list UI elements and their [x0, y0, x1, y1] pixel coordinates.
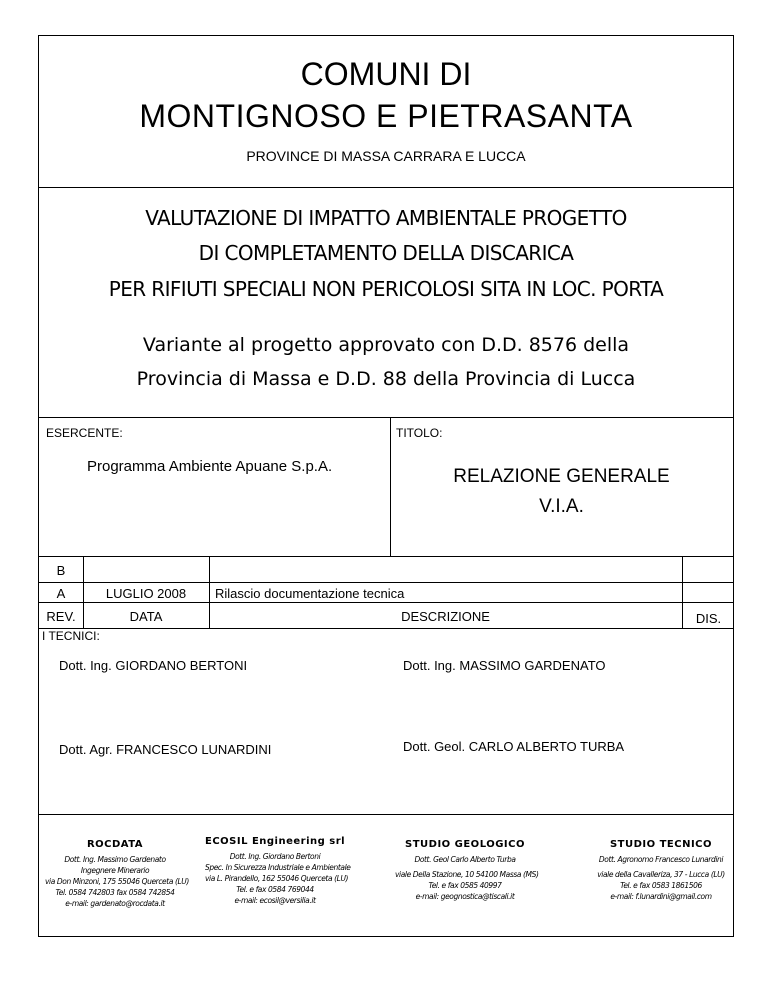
rev-cell: A	[56, 586, 66, 601]
firm-name: STUDIO GEOLOGICO	[405, 839, 525, 850]
firm-line: Dott. Agronomo Francesco Lunardini	[598, 855, 724, 864]
esercente-value: Programma Ambiente Apuane S.p.A.	[87, 458, 333, 475]
firm-line: e-mail: f.lunardini@gmail.com	[610, 892, 712, 901]
firm-line: Tel. e fax 0585 40997	[428, 881, 502, 890]
project-line-3: PER RIFIUTI SPECIALI NON PERICOLOSI SITA IN LOC. PORTA	[108, 277, 664, 301]
firm-line: e-mail: geognostica@tiscali.it	[415, 892, 515, 901]
header-line-2: MONTIGNOSO E PIETRASANTA	[139, 98, 633, 134]
esercente-label: ESERCENTE:	[46, 426, 123, 440]
dis-header: DIS.	[695, 611, 722, 626]
firm-name: ROCDATA	[86, 839, 144, 850]
divider	[39, 187, 733, 188]
firm-line: Tel. e fax 0584 769044	[236, 885, 314, 894]
titolo-value-2: V.I.A.	[539, 496, 584, 517]
project-line-2: DI COMPLETAMENTO DELLA DISCARICA	[198, 241, 574, 265]
document-frame	[38, 35, 734, 937]
firm-line: Tel. e fax 0583 1861506	[620, 881, 702, 890]
data-header: DATA	[129, 609, 163, 624]
divider	[39, 602, 733, 603]
firm-rocdata	[45, 839, 189, 909]
header-line-3: PROVINCE DI MASSA CARRARA E LUCCA	[246, 148, 526, 164]
variant-line-2: Provincia di Massa e D.D. 88 della Provincia di Lucca	[136, 368, 636, 390]
header-line-1: COMUNI DI	[300, 56, 472, 92]
firm-line: Dott. Ing. Massimo Gardenato	[64, 855, 166, 864]
divider	[39, 417, 733, 418]
divider	[39, 556, 733, 557]
firm-line: via Don Minzoni, 175 55046 Querceta (LU)	[45, 877, 189, 886]
data-cell: LUGLIO 2008	[105, 586, 187, 601]
firm-line: Dott. Ing. Giordano Bertoni	[229, 852, 321, 861]
divider	[39, 582, 733, 583]
rev-header: REV.	[46, 609, 76, 624]
descrizione-cell: Rilascio documentazione tecnica	[215, 586, 405, 601]
tecnico-2: Dott. Ing. MASSIMO GARDENATO	[403, 658, 606, 673]
firm-line: e-mail: ecosil@versilia.it	[234, 896, 316, 905]
firm-line: Tel. 0584 742803 fax 0584 742854	[55, 888, 175, 897]
descrizione-header: DESCRIZIONE	[401, 609, 490, 624]
rev-cell: B	[56, 563, 66, 578]
divider	[39, 628, 733, 629]
firm-line: Dott. Geol Carlo Alberto Turba	[414, 855, 516, 864]
tecnico-3: Dott. Agr. FRANCESCO LUNARDINI	[59, 742, 272, 757]
variant-line-1: Variante al progetto approvato con D.D. 8576 della	[142, 334, 630, 356]
firm-line: viale Della Stazione, 10 54100 Massa (MS)	[395, 870, 539, 879]
firm-line: Spec. In Sicurezza Industriale e Ambientale	[205, 863, 351, 872]
firm-line: via L. Pirandello, 162 55046 Querceta (LU)	[205, 874, 349, 883]
firm-line: Ingegnere Minerario	[80, 866, 150, 875]
tecnici-label: I TECNICI:	[42, 629, 100, 643]
divider	[39, 814, 733, 815]
project-line-1: VALUTAZIONE DI IMPATTO AMBIENTALE PROGETTO	[145, 206, 627, 230]
firm-studio-geologico	[395, 839, 539, 902]
firm-studio-tecnico	[591, 839, 731, 902]
firm-ecosil	[205, 836, 351, 906]
firm-name: STUDIO TECNICO	[609, 839, 713, 850]
firm-line: viale della Cavalleriza, 37 - Lucca (LU)	[597, 870, 725, 879]
titolo-value-1: RELAZIONE GENERALE	[453, 466, 670, 487]
titolo-label: TITOLO:	[396, 426, 443, 440]
firm-name: ECOSIL Engineering srl	[205, 836, 346, 847]
tecnico-4: Dott. Geol. CARLO ALBERTO TURBA	[403, 739, 625, 754]
tecnico-1: Dott. Ing. GIORDANO BERTONI	[59, 658, 248, 673]
firm-line: e-mail: gardenato@rocdata.it	[65, 899, 165, 908]
